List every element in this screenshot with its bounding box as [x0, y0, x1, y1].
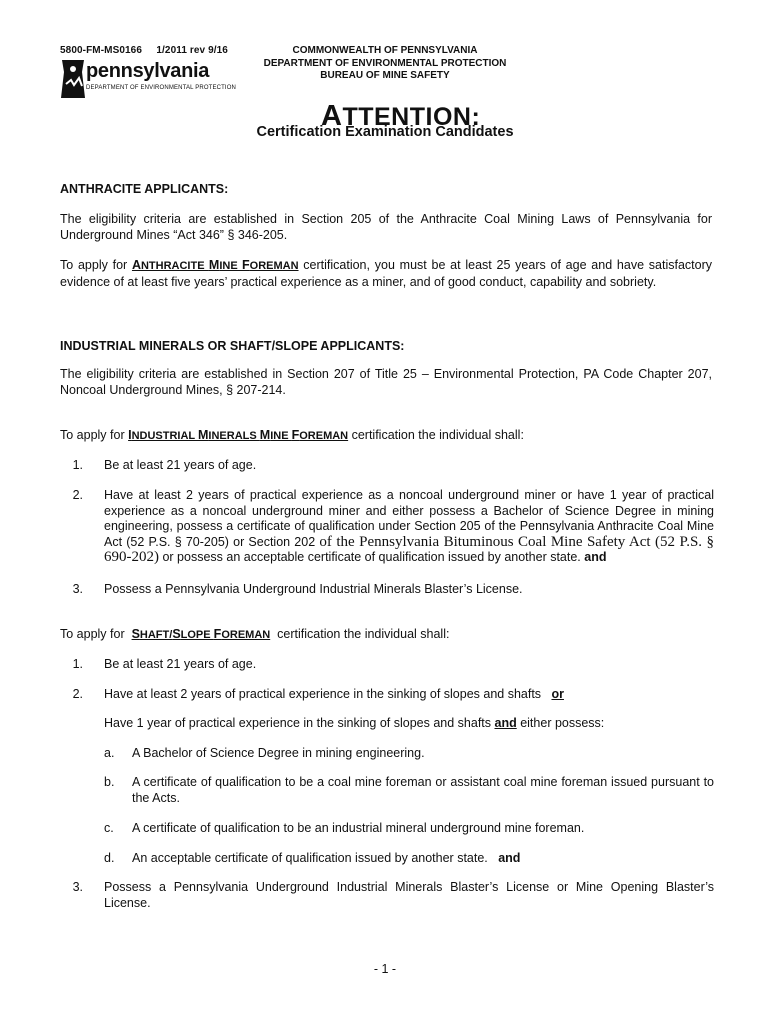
page-subtitle: Certification Examination Candidates	[256, 124, 514, 140]
text-run: M	[208, 258, 220, 272]
text-run: Have at least 2 years of practical experience as a noncoal underground miner or have 1 year of practical experience as a noncoal underground miner and either possess a Bachelor of Science Degree in mining engineering, possess a certificate of qualification under Section 205 of the Pennsylvania Anthracite Coal Mine Act (52 P.S. § 70-205) or Section 202	[104, 488, 714, 549]
section-heading-industrial: INDUSTRIAL MINERALS OR SHAFT/SLOPE APPLICANTS:	[60, 339, 405, 353]
text-run: certification the individual shall:	[270, 627, 450, 641]
text-run: F	[213, 627, 222, 641]
form-number: 5800-FM-MS0166 1/2011 rev 9/16	[60, 45, 228, 56]
list-number: 3.	[72, 582, 83, 596]
list-item: Possess a Pennsylvania Underground Industrial Minerals Blaster’s License or Mine Opening Blaster’s License.	[104, 880, 714, 910]
sublist-item: A certificate of qualification to be a coal mine foreman or assistant coal mine foreman issued pursuant to the Acts.	[132, 775, 714, 805]
text-run: To apply for	[60, 428, 129, 442]
text-run: I	[128, 428, 132, 442]
text-run: OREMAN	[249, 260, 299, 272]
sublist-letter: d.	[104, 851, 115, 865]
agency-line: BUREAU OF MINE SAFETY	[320, 70, 450, 81]
and-emphasis: and	[494, 716, 517, 730]
list-item: Be at least 21 years of age.	[104, 657, 257, 671]
logo-wordmark: pennsylvania	[86, 60, 210, 82]
list-number: 2.	[72, 687, 83, 701]
industrial-eligibility-paragraph: The eligibility criteria are established in Section 207 of Title 25 – Environmental Protection, PA Code Chapter 207, Noncoal Underground Mines, § 207-214.	[60, 367, 712, 397]
logo-department-text: DEPARTMENT OF ENVIRONMENTAL PROTECTION	[86, 85, 237, 91]
text-run: S	[131, 627, 140, 641]
anthracite-eligibility-paragraph: The eligibility criteria are established in Section 205 of the Anthracite Coal Mining Laws of Pennsylvania for Underground Mines “Act 346” § 346-205.	[60, 212, 712, 242]
shaft-slope-apply-paragraph	[60, 627, 712, 644]
text-run: Have at least 2 years of practical experience in the sinking of slopes and shafts	[104, 687, 552, 701]
agency-block	[260, 45, 510, 83]
text-run: certification, you must be at least 25 years of age and have satisfactory evidence of at least five years’ practical experience as a miner, and of good conduct, capability and sobriety.	[60, 258, 712, 289]
text-run: NTHRACITE	[140, 260, 209, 272]
industrial-apply-paragraph	[60, 428, 712, 445]
text-run: INERALS	[208, 430, 260, 442]
text-run: OREMAN	[221, 629, 271, 641]
title-initial: A	[321, 100, 343, 132]
list-item	[104, 488, 714, 566]
text-run: Have 1 year of practical experience in the sinking of slopes and shafts	[104, 716, 495, 730]
sublist-item: A certificate of qualification to be an industrial mineral underground mine foreman.	[132, 821, 585, 835]
page-number: - 1 -	[373, 962, 397, 976]
keystone-logo-icon	[60, 58, 86, 100]
text-run: INE	[219, 260, 242, 272]
anthracite-apply-paragraph	[60, 258, 712, 290]
text-run: certification the individual shall:	[348, 428, 524, 442]
sublist-letter: c.	[104, 821, 114, 835]
text-run: OREMAN	[299, 430, 349, 442]
text-run: LOPE	[180, 629, 214, 641]
text-run: INE	[270, 430, 292, 442]
text-run: To apply for	[60, 627, 132, 641]
text-run: A	[131, 258, 141, 272]
list-item: Be at least 21 years of age.	[104, 458, 257, 472]
section-heading-anthracite: ANTHRACITE APPLICANTS:	[60, 182, 229, 196]
text-run: F	[291, 428, 300, 442]
sublist-letter: b.	[104, 775, 115, 789]
text-run: NDUSTRIAL	[131, 430, 198, 442]
title-rest: TTENTION:	[342, 103, 481, 131]
text-run: To apply for	[60, 258, 132, 272]
text-run: F	[242, 258, 250, 272]
agency-line: COMMONWEALTH OF PENNSYLVANIA	[292, 45, 478, 56]
list-number: 1.	[72, 458, 83, 472]
and-emphasis: and	[498, 851, 521, 865]
text-run: either possess:	[516, 716, 605, 730]
text-run: M	[259, 428, 271, 442]
list-number: 1.	[72, 657, 83, 671]
list-number: 3.	[72, 880, 83, 894]
text-run: of the Pennsylvania Bituminous Coal Mine Safety Act (52 P.S. § 690-202)	[104, 533, 715, 565]
list-number: 2.	[72, 488, 83, 502]
text-run: or possess an acceptable certificate of qualification issued by another state.	[159, 550, 585, 564]
and-emphasis: and	[584, 550, 607, 564]
agency-line: DEPARTMENT OF ENVIRONMENTAL PROTECTION	[263, 57, 507, 69]
anthracite-mine-foreman-term	[132, 260, 299, 272]
list-item: Possess a Pennsylvania Underground Industrial Minerals Blaster’s License.	[104, 582, 523, 596]
sublist-letter: a.	[104, 746, 115, 760]
industrial-minerals-mine-foreman-term	[128, 430, 348, 442]
list-item	[104, 687, 714, 703]
shaft-slope-foreman-term	[132, 629, 271, 641]
or-emphasis: or	[551, 687, 564, 701]
text-run: S	[172, 627, 181, 641]
sublist-item	[132, 851, 714, 867]
text-run: M	[198, 428, 209, 442]
list-item-continuation	[104, 716, 714, 732]
sublist-item: A Bachelor of Science Degree in mining engineering.	[132, 746, 425, 760]
text-run: An acceptable certificate of qualification issued by another state.	[132, 851, 499, 865]
text-run: HAFT/	[139, 629, 173, 641]
